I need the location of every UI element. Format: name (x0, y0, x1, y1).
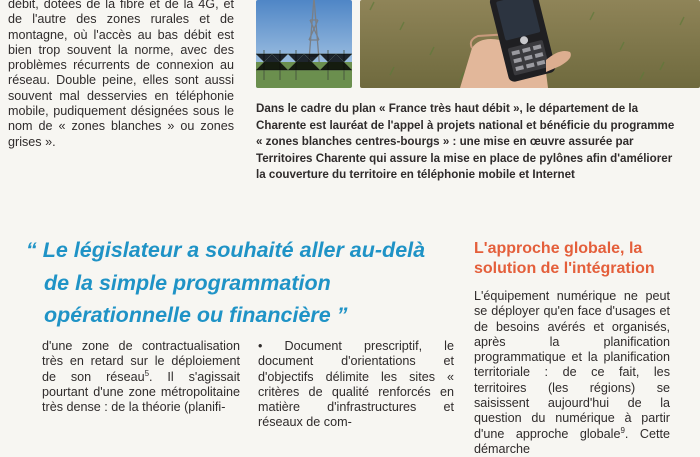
section-heading-line2: solution de l'intégration (474, 260, 655, 277)
section-heading (474, 239, 694, 279)
column-4-paragraph (474, 289, 670, 457)
column-2-paragraph (42, 339, 240, 415)
left-paragraph: débit, dotées de la fibre et de la 4G, et de l'autre des zones rurales et de montagne, où l'accès au bas débit est bien trop souvent la norme, avec des problèmes récurrents de connexion au réseau. Double peine, elles sont aussi souvent mal desservies en téléphonie mobile, pudiquement désignées sous le nom de « zones blanches » ou zones grises ». (8, 0, 234, 149)
pull-quote-line1 (26, 234, 446, 267)
photo-caption: Dans le cadre du plan « France très haut débit », le département de la Charente est lauréat de l'appel à projets national et bénéficie du programme « zones blanches centres-bourgs » : une mise en œuvre assurée par Territoires Charente qui assure la mise en place de pylônes afin d'améliorer la couverture du territoire en téléphonie mobile et Internet (256, 102, 675, 181)
column-4-text (474, 289, 670, 457)
footnote-ref-5: 5 (144, 368, 150, 378)
left-column-text (8, 0, 234, 150)
column-4-text-b: . Cette démarche (474, 426, 670, 456)
column-2-text-a: d'une zone de contractualisation très en retard sur le déploiement de son réseau (42, 339, 240, 384)
phone-photo (360, 0, 700, 88)
pylon-image (256, 0, 352, 88)
pull-quote-text1: Le législateur a souhaité aller au-delà (36, 238, 426, 262)
open-quote-mark: “ (26, 238, 37, 262)
column-3-paragraph: • Document prescriptif, le document d'orientations et d'objectifs délimite les sites « critères de qualité renforcés en matière d'infrastructures et réseaux de com- (258, 339, 454, 430)
section-heading-line1: L'approche globale, la (474, 240, 643, 257)
pull-quote-text3: opérationnelle ou financière (44, 303, 331, 327)
footnote-ref-9: 9 (620, 425, 625, 435)
phone-image (360, 0, 700, 88)
pull-quote-line2: de la simple programmation (44, 270, 331, 295)
pull-quote-line3 (26, 299, 446, 332)
close-quote-mark: ” (330, 303, 348, 327)
column-2-text (42, 339, 240, 415)
column-4-text-a: L'équipement numérique ne peut se déployer qu'en face d'usages et de besoins avérés et organisés, après la planification programmatique et la planification territoriale : de ce fait, les territoires (les régions) se saisissent aujourd'hui de la question du numérique à partir d'une approche globale (474, 289, 670, 441)
pull-quote (26, 234, 446, 332)
column-3-text (258, 339, 454, 431)
pylon-photo (256, 0, 352, 88)
column-2-text-b: . Il s'agissait pourtant d'une zone métropolitaine très dense : de la théorie (planifi- (42, 369, 240, 415)
